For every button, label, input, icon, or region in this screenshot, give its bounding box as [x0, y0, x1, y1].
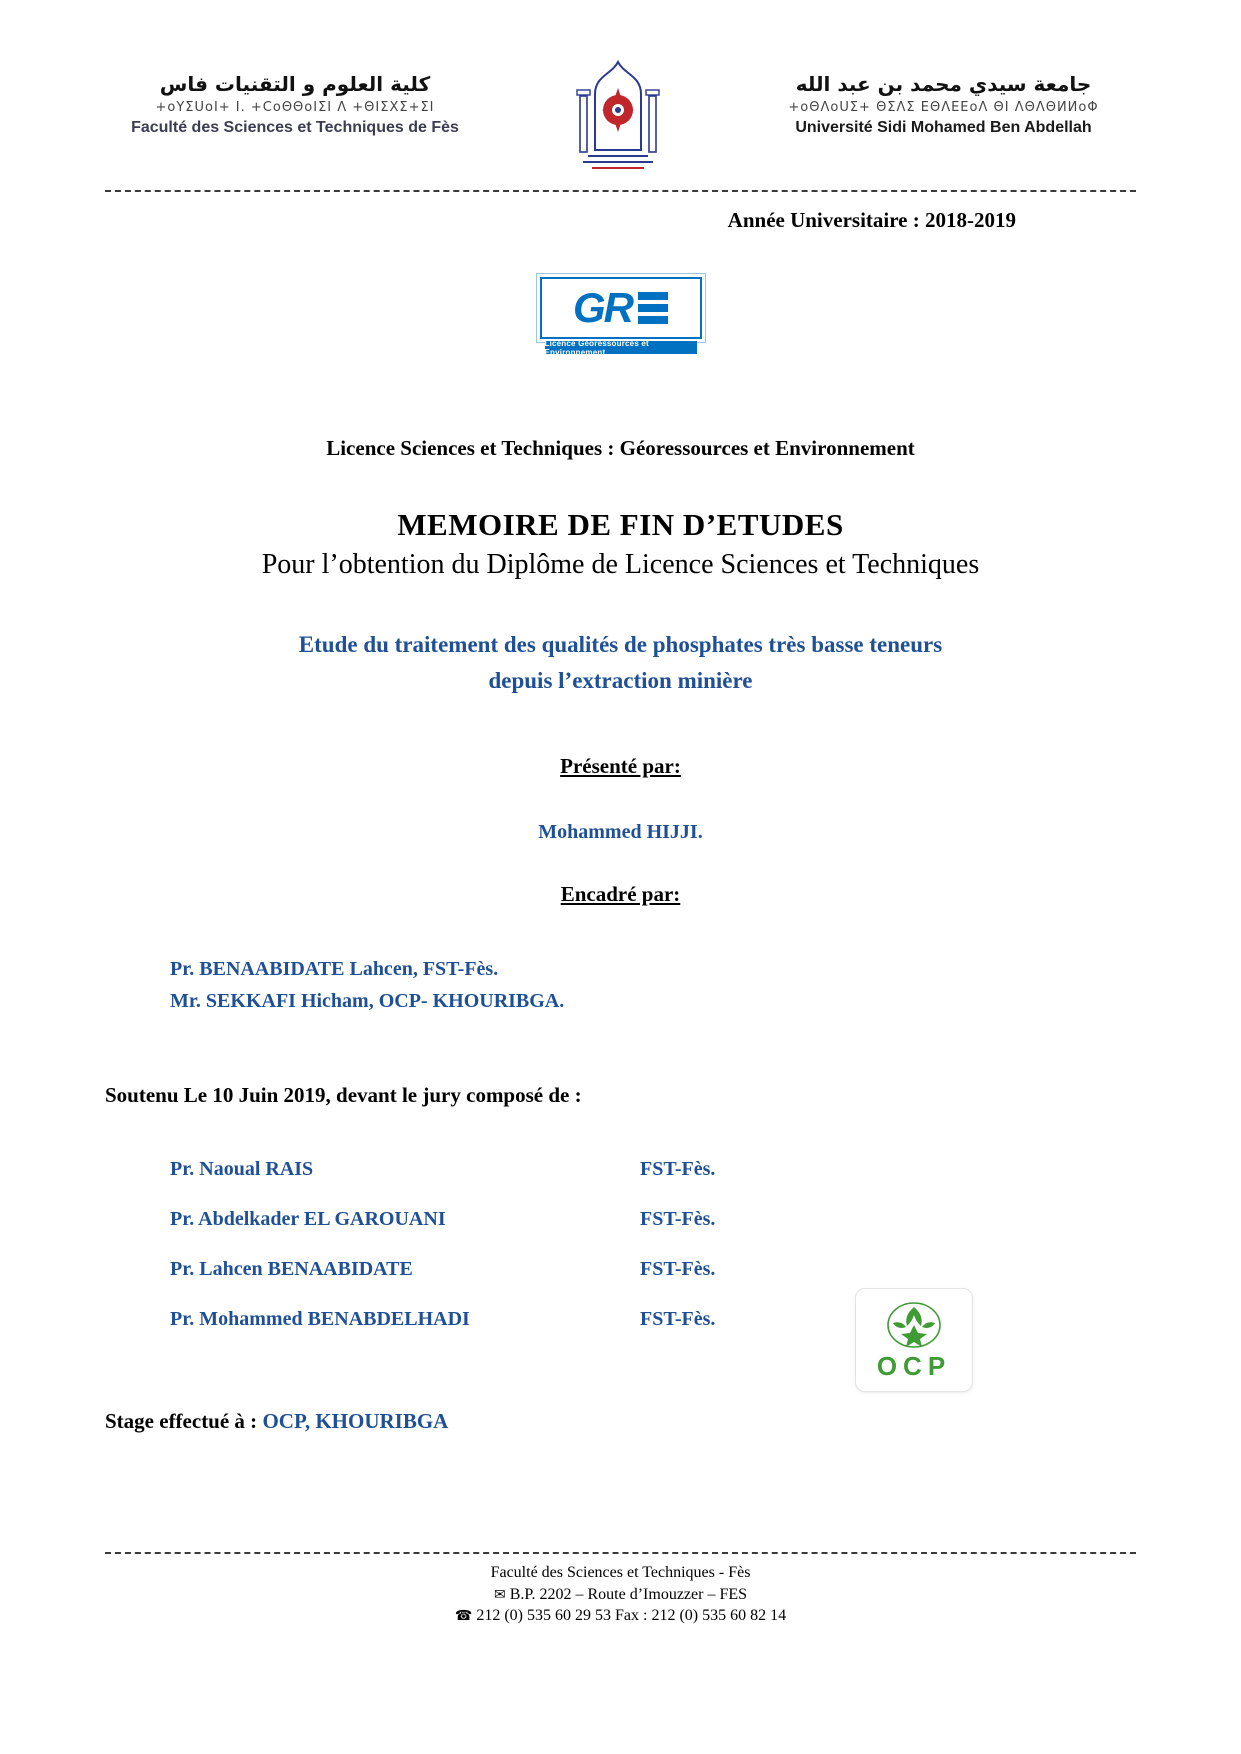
supervised-by-label: Encadré par: — [560, 882, 681, 907]
program-title: Licence Sciences et Techniques : Géoressources et Environnement — [326, 436, 915, 460]
advisor-item: Pr. BENAABIDATE Lahcen, FST-Fès. — [170, 958, 499, 981]
ocp-logo — [855, 1288, 973, 1392]
jury-row — [170, 1158, 1136, 1181]
internship-line — [105, 1409, 1136, 1434]
university-name-tifinagh: +oΘΛoUΣ+ ΘΣΛΣ ΕΘΛΕΕoΛ ΘI ΛΘΛΘИИoΦ — [788, 100, 1099, 115]
university-name-french: Université Sidi Mohamed Ben Abdellah — [795, 119, 1092, 137]
jury-member-affiliation: FST-Fès. — [640, 1208, 716, 1231]
jury-row — [170, 1308, 1136, 1331]
gre-logo-text: GR — [573, 284, 632, 331]
jury-member-name: Pr. Lahcen BENAABIDATE — [170, 1258, 413, 1281]
footer — [105, 1562, 1136, 1627]
footer-phone-text: 212 (0) 535 60 29 53 Fax : 212 (0) 535 60 82 14 — [476, 1607, 787, 1625]
envelope-icon: ✉ — [493, 1586, 506, 1603]
jury-member-affiliation: FST-Fès. — [640, 1258, 716, 1281]
footer-address — [105, 1584, 1136, 1606]
internship-company: OCP, KHOURIBGA — [262, 1409, 449, 1434]
footer-address-text: B.P. 2202 – Route d’Imouzzer – FES — [509, 1585, 748, 1603]
faculty-block — [105, 72, 485, 138]
faculty-name-french: Faculté des Sciences et Techniques de Fès — [131, 119, 459, 137]
jury-member-affiliation: FST-Fès. — [640, 1158, 716, 1181]
thesis-topic — [105, 627, 1136, 698]
gre-e-glyph-icon — [638, 292, 668, 324]
university-emblem-icon — [562, 58, 674, 176]
thesis-topic-line1: Etude du traitement des qualités de phosphates très basse teneurs — [298, 632, 943, 657]
author-name: Mohammed HIJJI. — [538, 821, 703, 844]
gre-logo-box — [540, 277, 702, 339]
jury-member-name: Pr. Mohammed BENABDELHADI — [170, 1308, 470, 1331]
university-emblem — [558, 58, 678, 176]
jury-row — [170, 1258, 1136, 1281]
separator-top — [105, 190, 1136, 192]
presented-by-label: Présenté par: — [560, 754, 681, 779]
faculty-name-arabic: كلية العلوم و التقنيات فاس — [159, 72, 431, 96]
document-title: MEMOIRE DE FIN D’ETUDES — [397, 507, 844, 542]
academic-year: Année Universitaire : 2018-2019 — [727, 208, 1016, 232]
separator-bottom — [105, 1552, 1136, 1554]
faculty-name-tifinagh: +oYΣUoI+ I. +CoΘΘoIΣI Λ +ΘIΣXΣ+ΣI — [155, 100, 435, 115]
gre-logo-caption: Licence Géoressources et Environnement — [545, 341, 697, 354]
jury-member-affiliation: FST-Fès. — [640, 1308, 716, 1331]
jury-row — [170, 1208, 1136, 1231]
footer-phone — [105, 1605, 1136, 1627]
gre-logo — [105, 277, 1136, 357]
jury-list — [170, 1158, 1136, 1331]
advisor-item: Mr. SEKKAFI Hicham, OCP- KHOURIBGA. — [170, 990, 565, 1013]
ocp-logo-text: OCP — [876, 1350, 952, 1381]
university-name-arabic: جامعة سيدي محمد بن عبد الله — [795, 72, 1092, 96]
defense-statement: Soutenu Le 10 Juin 2019, devant le jury composé de : — [105, 1083, 582, 1108]
thesis-topic-line2: depuis l’extraction minière — [488, 667, 753, 693]
advisors-list — [170, 953, 1136, 1017]
jury-member-name: Pr. Naoual RAIS — [170, 1158, 314, 1181]
masthead — [105, 72, 1136, 176]
internship-label: Stage effectué à : — [105, 1409, 263, 1434]
footer-faculty: Faculté des Sciences et Techniques - Fès — [490, 1564, 751, 1582]
document-subtitle: Pour l’obtention du Diplôme de Licence Sciences et Techniques — [261, 549, 980, 580]
ocp-emblem-icon — [885, 1299, 943, 1353]
jury-member-name: Pr. Abdelkader EL GAROUANI — [170, 1208, 446, 1231]
phone-icon: ☎ — [454, 1608, 473, 1625]
university-block — [751, 72, 1136, 138]
